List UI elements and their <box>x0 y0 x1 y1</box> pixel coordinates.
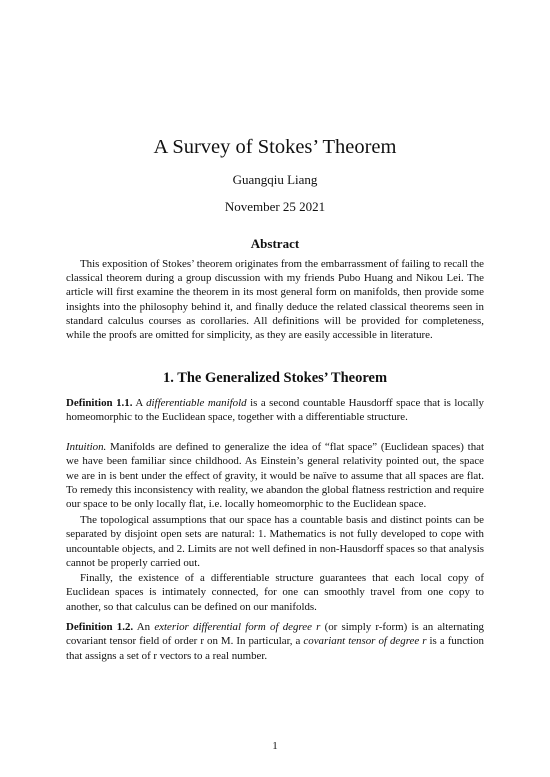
definition-text: is a second countable Hausdorff space that is locally homeomorphic to the Euclidean space, together with a differentiable structure. <box>66 397 485 424</box>
definition-label: Definition 1.1. <box>66 397 133 409</box>
definition-text: A <box>135 397 143 409</box>
definition-1-1 <box>66 396 484 425</box>
definition-label: Definition 1.2. <box>66 621 134 633</box>
definition-term: exterior differential form of degree r <box>154 621 321 633</box>
definition-text: An <box>136 621 151 633</box>
paper-date: November 25 2021 <box>224 199 326 214</box>
differentiable-structure-paragraph: Finally, the existence of a differentiable structure guarantees that each local copy of Euclidean spaces is intimately connected, for one can smoothly travel from one copy to another, so that calculus can be defined on our manifolds. <box>66 572 484 613</box>
author-name: Guangqiu Liang <box>232 172 318 187</box>
definition-text: is a function that assigns a set of r vectors to a real number. <box>66 635 484 662</box>
abstract-text: This exposition of Stokes’ theorem originates from the embarrassment of failing to recall the classical theorem during a group discussion with my friends Pubo Huang and Nikou Lei. The article will first examine the theorem in its most general form on manifolds, then provide some insights into the philosophy behind it, and finally deduce the related classical theorems seen in standard calculus courses as corollaries. All definitions will be provided for completeness, while the proofs are omitted for simplicity, as they are easily accessible in literature. <box>66 258 484 342</box>
definition-1-2 <box>66 620 484 663</box>
definition-term: differentiable manifold <box>146 397 247 409</box>
topology-paragraph: The topological assumptions that our space has a countable basis and distinct points can be separated by disjoint open sets are natural: 1. Mathematics is not fully developed to cope with uncountable objects, and 2. Limits are not well defined in non-Hausdorff spaces so that analysis cannot be properly carried out. <box>66 514 484 569</box>
intuition-text: Manifolds are defined to generalize the idea of “flat space” (Euclidean spaces) that we have been familiar since childhood. As Einstein’s general relativity pointed out, the space we are in is bent under the effect of gravity, it would be naïve to assume that all spaces are flat. To remedy this inconsistency with reality, we abandon the global flatness restriction and require our space to be only locally flat, i.e. locally homeomorphic to the Euclidean space. <box>66 441 484 511</box>
definition-term: covariant tensor of degree r <box>303 635 427 648</box>
intuition-paragraph <box>66 440 484 511</box>
definition-text: (or simply r-form) is an alternating covariant tensor field of order r on M. In particular, a <box>66 621 484 648</box>
section-heading: 1. The Generalized Stokes’ Theorem <box>162 370 388 386</box>
page-number: 1 <box>272 740 278 752</box>
paper-title: A Survey of Stokes’ Theorem <box>153 136 397 158</box>
abstract-heading: Abstract <box>250 236 300 251</box>
intuition-label: Intuition. <box>66 441 107 453</box>
